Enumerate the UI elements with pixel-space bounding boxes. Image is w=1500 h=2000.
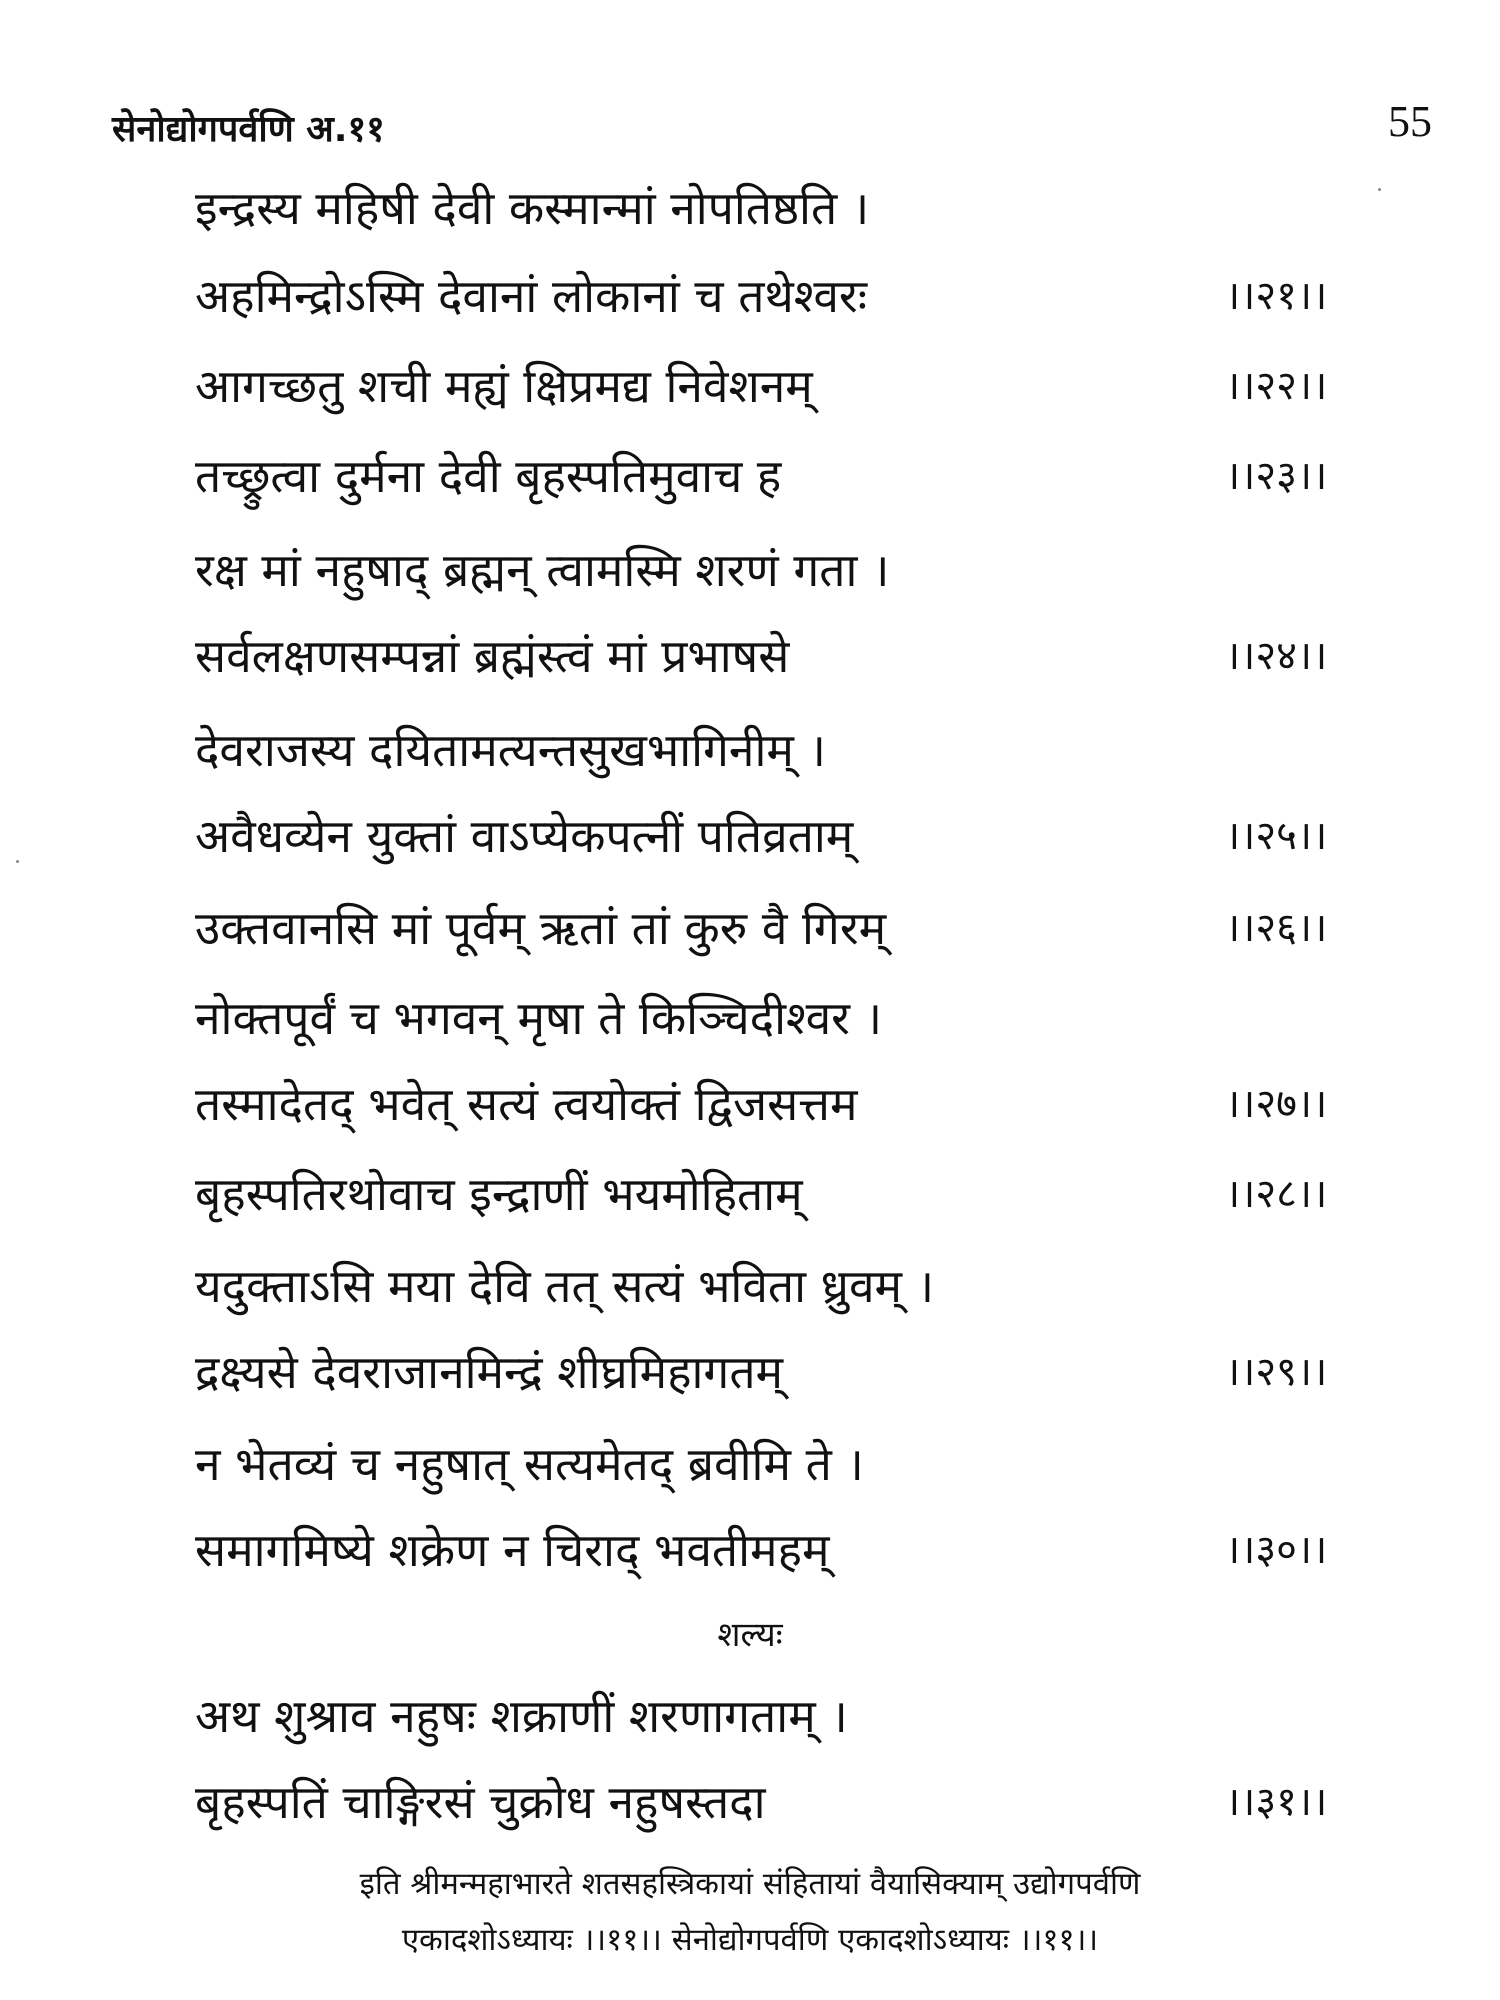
verse-number: ।।२५।।	[1225, 813, 1328, 859]
verse-text: देवराजस्य दयितामत्यन्तसुखभागिनीम् ।	[195, 723, 826, 777]
verse-line	[195, 1246, 1395, 1326]
verse-text: न भेतव्यं च नहुषात् सत्यमेतद् ब्रवीमि ते ।	[195, 1437, 864, 1491]
page-number: 55	[1388, 97, 1432, 146]
verse-number: ।।३१।।	[1225, 1779, 1328, 1825]
colophon-line: इति श्रीमन्महाभारते शतसहस्त्रिकायां संहितायां वैयासिक्याम् उद्योगपर्वणि	[359, 1866, 1141, 1902]
verse-line	[195, 346, 1395, 426]
verse-line	[195, 1064, 1395, 1144]
verse-text: सर्वलक्षणसम्पन्नां ब्रह्मंस्त्वं मां प्रभाषसे	[195, 629, 790, 683]
verse-text: तच्छ्रुत्वा दुर्मना देवी बृहस्पतिमुवाच ह	[195, 449, 782, 503]
verse-line	[195, 1762, 1395, 1842]
verse-text: उक्तवानसि मां पूर्वम् ऋतां तां कुरु वै गिरम्	[195, 901, 887, 955]
verse-number: ।।२३।।	[1225, 453, 1328, 499]
verse-line	[195, 796, 1395, 876]
verse-text: अथ शुश्राव नहुषः शक्राणीं शरणागताम् ।	[195, 1689, 848, 1743]
verse-number: ।।२६।।	[1225, 905, 1328, 951]
verse-line	[195, 1676, 1395, 1756]
verse-text: समागमिष्ये शक्रेण न चिराद् भवतीमहम्	[195, 1523, 830, 1577]
verse-line	[195, 710, 1395, 790]
speaker-heading: शल्यः	[717, 1615, 783, 1655]
verse-number: ।।२७।।	[1225, 1081, 1328, 1127]
running-title: सेनोद्योगपर्वणि अ.११	[112, 109, 385, 150]
verse-text: इन्द्रस्य महिषी देवी कस्मान्मां नोपतिष्ठति ।	[195, 181, 870, 235]
verse-text: तस्मादेतद् भवेत् सत्यं त्वयोक्तं द्विजसत्तम	[195, 1077, 858, 1131]
verse-text: बृहस्पतिं चाङ्गिरसं चुक्रोध नहुषस्तदा	[195, 1775, 766, 1829]
scan-speck	[16, 860, 19, 863]
verse-number: ।।३०।।	[1225, 1527, 1328, 1573]
verse-text: आगच्छतु शची मह्यं क्षिप्रमद्य निवेशनम्	[195, 359, 813, 413]
scan-speck	[1378, 188, 1381, 191]
verse-text: रक्ष मां नहुषाद् ब्रह्मन् त्वामस्मि शरणं गता ।	[195, 543, 890, 597]
verse-line	[195, 436, 1395, 516]
verse-number: ।।२९।।	[1225, 1349, 1328, 1395]
verse-text: द्रक्ष्यसे देवराजानमिन्द्रं शीघ्रमिहागतम्	[195, 1345, 784, 1399]
verse-number: ।।२८।।	[1225, 1171, 1328, 1217]
verse-text: नोक्तपूर्वं च भगवन् मृषा ते किञ्चिदीश्वर ।	[195, 991, 883, 1045]
verse-text: यदुक्ताऽसि मया देवि तत् सत्यं भविता ध्रुवम् ।	[195, 1259, 935, 1313]
verse-line	[195, 978, 1395, 1058]
verse-text: अवैधव्येन युक्तां वाऽप्येकपत्नीं पतिव्रताम्	[195, 809, 854, 863]
verse-text: बृहस्पतिरथोवाच इन्द्राणीं भयमोहिताम्	[195, 1167, 803, 1221]
verse-text: अहमिन्द्रोऽस्मि देवानां लोकानां च तथेश्वरः	[195, 269, 868, 323]
colophon-line: एकादशोऽध्यायः ।।११।। सेनोद्योगपर्वणि एकादशोऽध्यायः ।।११।।	[401, 1922, 1099, 1958]
verse-line	[195, 530, 1395, 610]
verse-line	[195, 1510, 1395, 1590]
verse-number: ।।२४।।	[1225, 633, 1328, 679]
verse-line	[195, 168, 1395, 248]
verse-line	[195, 1154, 1395, 1234]
verse-line	[195, 1424, 1395, 1504]
verse-line	[195, 1332, 1395, 1412]
verse-number: ।।२१।।	[1225, 273, 1328, 319]
verse-line	[195, 616, 1395, 696]
verse-line	[195, 888, 1395, 968]
verse-number: ।।२२।।	[1225, 363, 1328, 409]
verse-line	[195, 256, 1395, 336]
